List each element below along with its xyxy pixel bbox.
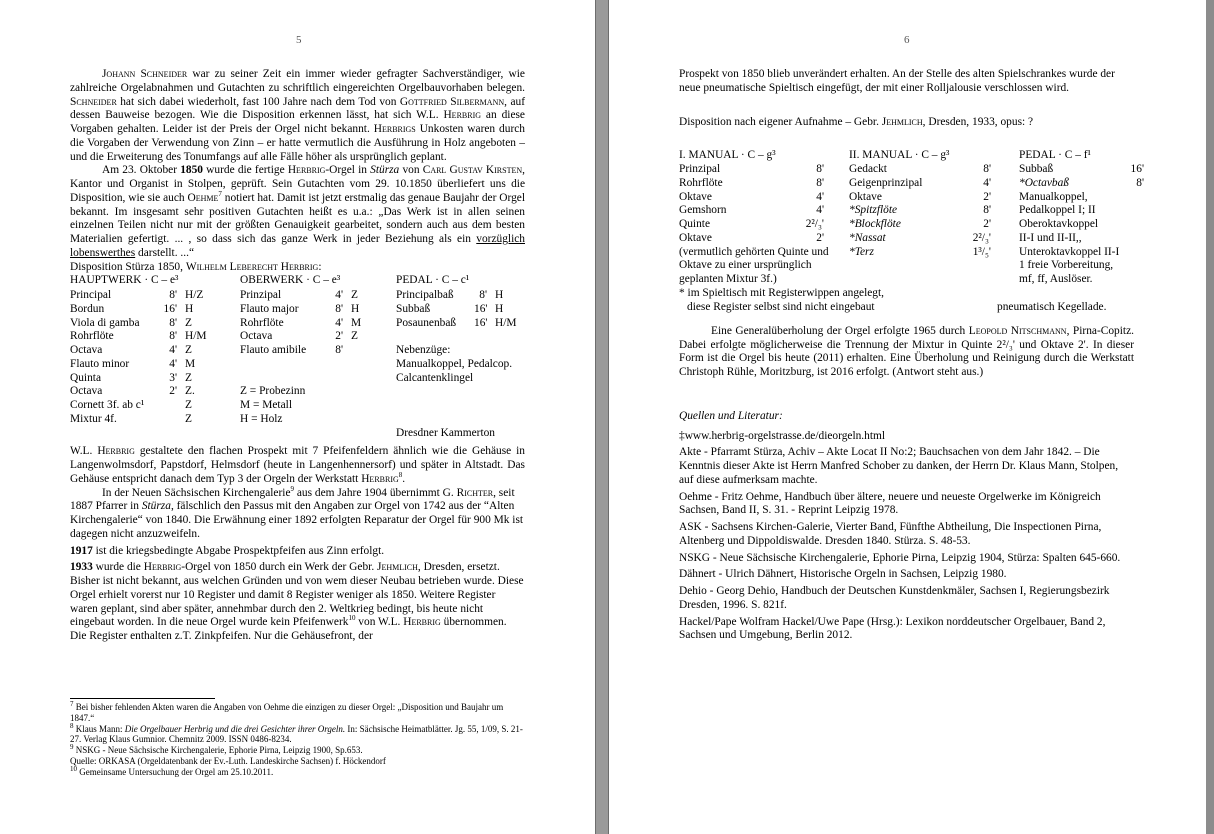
register-name: *Spitzflöte <box>849 204 898 217</box>
coupler-item: Oberoktavkoppel <box>1019 218 1099 230</box>
register-name: Geigenprinzipal <box>849 176 923 189</box>
note-line: geplanten Mixtur 3f.) <box>679 273 777 285</box>
register-row <box>1019 163 1144 177</box>
register-footage: 2' <box>335 330 343 343</box>
paragraph: Am 23. Oktober 1850 wurde die fertige Herbrig-Orgel in Stürza von Carl Gustav Kirsten, Kantor und Organist in Stolpen, geprüft. Sein Gutachten vom 29. 10.1850 überliefert uns die Disposition, wie sie auch Oehme$^7$ notiert hat. Damit ist jetzt erstmalig das genaue Baujahr der Orgel bekannt. Im insgesamt sehr positiven Gutachten heißt es u.a.: „Das Werk ist in allen seinen einzelnen Teilen nicht nur mit der größten Genauigkeit gearbeitet, sondern auch aus dem besten Materialien gefertigt. ... , so dass sich das ganze Werk in jeder Beziehung als ein vorzüglich lobenswerthes darstellt. ...“ <box>70 164 525 259</box>
coupler-item: Manualkoppel, Pedalcop. <box>396 357 513 370</box>
register-name: Prinzipal <box>679 163 721 175</box>
register-name: Rohrflöte <box>679 176 723 189</box>
register-name: Octava <box>70 385 103 398</box>
register-footage: 8' <box>816 163 824 175</box>
column-header: PEDAL · C – c¹ <box>396 274 470 287</box>
register-name: Bordun <box>70 302 105 315</box>
register-footage: 8' <box>335 302 343 315</box>
paragraph: W.L. Herbrig gestaltete den flachen Prospekt mit 7 Pfeifenfeldern ähnlich wie die Gehäuse in Langenwolmsdorf, Papstdorf, Helmsdorf (heute in Langenhennersorf) und später in Altstadt. Das Gehäuse entspricht danach dem Typ 3 der Orgeln der Werkstatt Herbrig$^8$. <box>70 445 525 485</box>
source-entry: Hackel/Pape Wolfram Hackel/Uwe Pape (Hrsg.): Lexikon norddeutscher Orgelbauer, Band 2, Sachsen und Umgebung, Berlin 2012. <box>679 615 1106 642</box>
register-footage: 4' <box>816 190 824 203</box>
register-name: Quinta <box>70 371 102 384</box>
register-row <box>70 413 240 427</box>
material-legend-item: Z = Probezinn <box>240 385 306 398</box>
column-header: PEDAL · C – f¹ <box>1019 149 1091 162</box>
register-row <box>70 303 240 317</box>
register-row <box>240 344 395 358</box>
register-material: Z <box>185 412 192 425</box>
register-footage: 4' <box>169 357 177 370</box>
paragraph: Johann Schneider war zu seiner Zeit ein immer wieder gefragter Sachverständiger, wie zahlreiche Orgelabnahmen und Gutachten zu schriftlich eingereichten Orgelbauvorhaben belegen. Schneider hat sich dabei wiederholt, fast 100 Jahre nach dem Tod von Gottfried Silbermann, auf dessen Bauweise bezogen. Wie die Disposition erkennen lässt, hat sich W.L. Herbrig an diese Vorgaben gehalten. Leider ist der Preis der Orgel nicht bekannt. Herbrigs Unkosten waren durch die Vorgaben der Verwendung von Zinn – er hatte vermutlich die Ausführung in Holz angeboten – und die Erweiterung des Tonumfangs auf alle Fälle höher als ursprünglich geplant. <box>70 68 525 163</box>
register-material: H <box>495 302 504 315</box>
register-footage: 3' <box>169 371 177 384</box>
register-footage: 8' <box>479 289 487 301</box>
register-footage: 16' <box>1130 163 1144 175</box>
source-entry: NSKG - Neue Sächsische Kirchengalerie, Ephorie Pirna, Leipzig 1904, Stürza: Spalten 645-660. <box>679 551 1121 564</box>
register-name: Oktave <box>679 231 712 244</box>
register-footage: 2²/₃' <box>805 218 824 230</box>
register-name: Posaunenbaß <box>396 316 457 329</box>
register-row <box>849 246 1019 260</box>
star-note: diese Register selbst sind nicht eingebaut pneumatisch Kegellade. <box>687 301 1107 313</box>
hauptwerk-column <box>70 274 240 426</box>
register-name: Mixtur 4f. <box>70 412 117 425</box>
register-material: H <box>185 302 194 315</box>
page-number: 6 <box>904 34 910 46</box>
register-row <box>1019 176 1144 191</box>
register-material: H <box>495 289 504 301</box>
register-name: Flauto minor <box>70 357 130 370</box>
register-footage: 8' <box>169 289 177 301</box>
register-material: Z <box>185 316 192 329</box>
oberwerk-column <box>240 274 395 426</box>
register-row <box>70 317 240 331</box>
footnotes <box>70 702 525 778</box>
register-row <box>849 191 1019 205</box>
coupler-item: Unteroktavkoppel II-I <box>1019 245 1120 258</box>
register-row <box>70 330 240 344</box>
register-name: Gedackt <box>849 163 887 175</box>
register-name: *Terz <box>849 245 874 258</box>
paragraph: In der Neuen Sächsischen Kirchengalerie$^9$ aus dem Jahre 1904 übernimmt G. Richter, seit 1887 Pfarrer in Stürza, fälschlich den Passus mit den Angaben zur Orgel von 1742 aus der “Alten Kirchengalerie“ von 1840. Die Erwähnung einer 1892 erfolgten Reparatur der Orgel für 900 Mk ist dagegen nicht anzuzweifeln. <box>70 484 524 540</box>
footnote: $^7$ Bei bisher fehlenden Akten waren die Angaben von Oehme die einzigen zu dieser Orgel: „Disposition und Baujahr um 1847.“ <box>70 700 504 723</box>
register-row <box>240 317 395 331</box>
register-name: *Octavbaß <box>1019 176 1069 189</box>
paragraph: Eine Generalüberholung der Orgel erfolgte 1965 durch Leopold Nitschmann, Pirna-Copitz. Dabei erfolgte möglicherweise die Trennung der Mixtur in Quinte 2²/₃' und Oktave 2'. In dieser Form ist die Orgel bis heute (2011) erhalten. Eine Überholung und Reinigung durch die Werkstatt Christoph Rühle, Moritzburg, ist 2016 erfolgt. (Antwort steht aus.) <box>679 324 1134 378</box>
manual1-column <box>679 149 849 287</box>
pedal-column <box>1019 149 1144 287</box>
register-footage: 2' <box>169 385 177 398</box>
footnote: $^8$ Klaus Mann: Die Orgelbauer Herbrig und die drei Gesichter ihrer Orgeln. In: Sächsische Heimatblätter. Jg. 55, 1/09, S. 21-27. Verlag Klaus Gumnior. Chemnitz 2009. ISSN 0486-8234. <box>70 721 523 745</box>
material-legend-item: M = Metall <box>240 399 292 411</box>
register-row <box>240 289 395 303</box>
register-name: *Nassat <box>849 231 886 244</box>
page-gutter <box>596 0 608 834</box>
nebenzuege-label: Nebenzüge: <box>396 344 451 356</box>
register-row <box>679 177 849 191</box>
footnote: $^{10}$ Gemeinsame Untersuchung der Orgel am 25.10.2011. <box>70 764 274 777</box>
register-material: Z <box>185 344 192 356</box>
coupler-item: 1 freie Vorbereitung, <box>1019 259 1114 272</box>
register-footage: 4' <box>816 204 824 217</box>
paragraph: Prospekt von 1850 blieb unverändert erhalten. An der Stelle des alten Spielschrankes wurde der neue pneumatische Spieltisch eingefügt, der mit einer Rolljalousie verschlossen wird. <box>679 68 1115 94</box>
register-material: H/M <box>495 316 517 329</box>
register-row <box>679 204 849 218</box>
disposition-title: Disposition nach eigener Aufnahme – Gebr. Jehmlich, Dresden, 1933, opus: ? <box>679 115 1034 128</box>
register-footage: 2²/₃' <box>972 231 991 244</box>
register-footage: 16' <box>474 316 488 329</box>
register-name: Gemshorn <box>679 204 727 217</box>
register-name: Flauto major <box>240 302 299 315</box>
register-footage: 2' <box>983 190 991 203</box>
kammerton-note: Dresdner Kammerton <box>396 426 496 439</box>
document-page-6 <box>608 0 1206 834</box>
register-name: Oktave <box>679 190 712 203</box>
coupler-item: Pedalkoppel I; II <box>1019 204 1096 217</box>
register-footage: 8' <box>816 176 824 189</box>
column-header: OBERWERK · C – e³ <box>240 274 341 287</box>
register-name: Principal <box>70 289 112 301</box>
source-entry: Akte - Pfarramt Stürza, Achiv – Akte Locat II No:2; Bauchsachen von dem Jahr 1842. – Die Kenntnis dieser Akte ist Herrn Manfred Schober zu danken, der Herrn Dr. Klaus Mann, Stolpen, auf diese aufmerksam machte. <box>679 446 1119 486</box>
star-note: * im Spieltisch mit Registerwippen angelegt, <box>679 287 884 300</box>
register-row <box>70 385 240 399</box>
register-material: Z <box>351 330 358 343</box>
register-name: Rohrflöte <box>240 316 284 329</box>
register-name: Cornett 3f. ab c¹ <box>70 399 145 411</box>
register-material: H/M <box>185 330 207 343</box>
disposition-title: Disposition Stürza 1850, Wilhelm Leberecht Herbrig: <box>70 260 322 273</box>
source-entry: Dehio - Georg Dehio, Handbuch der Deutschen Kunstdenkmäler, Sachsen I, Regierungsbezirk Dresden, 1996. S. 821f. <box>679 585 1110 611</box>
register-footage: 4' <box>335 316 343 329</box>
register-name: Oktave <box>849 190 882 203</box>
register-footage: 4' <box>335 289 343 301</box>
register-row <box>70 372 240 386</box>
register-footage: 8' <box>335 344 343 356</box>
register-material: M <box>185 357 196 370</box>
paragraph: 1933 wurde die Herbrig-Orgel von 1850 durch ein Werk der Gebr. Jehmlich, Dresden, ersetzt. Bisher ist nicht bekannt, aus welchen Gründen und von wem dieser Neubau betrieben wurde. Diese Orgel erhielt vorerst nur 10 Register und damit 8 Register weniger als 1850. Weitere Register waren geplant, sind aber später, annehmbar durch den 2. Weltkrieg bedingt, bis heute nicht eingebaut worden. In die neue Orgel wurde kein Pfeifenwerk$^{10}$ von W.L. Herbrig übernommen. Die Register enthalten z.T. Zinkpfeifen. Nur die Gehäusefront, der <box>70 561 524 642</box>
source-entry: Oehme - Fritz Oehme, Handbuch über ältere, neuere und neueste Orgelwerke im Königreich Sachsen, Band II, S. 31. - Reprint Leipzig 1978. <box>679 490 1101 517</box>
register-footage: 1³/₅' <box>972 245 991 258</box>
register-footage: 2' <box>816 231 824 244</box>
register-row <box>70 344 240 358</box>
register-row <box>849 232 1019 246</box>
register-row <box>396 303 531 317</box>
source-entry: ‡www.herbrig-orgelstrasse.de/dieorgeln.html <box>679 429 886 442</box>
register-name: Octava <box>70 344 103 356</box>
pedal-column <box>396 274 531 440</box>
note-line: (vermutlich gehörten Quinte und <box>679 245 829 258</box>
register-name: Subbaß <box>396 302 431 315</box>
page-body <box>679 68 1144 646</box>
register-row <box>70 358 240 372</box>
register-footage: 8' <box>1136 176 1144 189</box>
paragraph: 1917 ist die kriegsbedingte Abgabe Prospektpfeifen aus Zinn erfolgt. <box>70 544 385 557</box>
register-name: Subbaß <box>1019 163 1054 175</box>
disposition-table <box>679 149 1144 287</box>
register-footage: 8' <box>983 204 991 217</box>
register-footage: 8' <box>983 163 991 175</box>
manual2-column <box>849 149 1019 259</box>
register-footage: 4' <box>983 176 991 189</box>
register-material: Z <box>185 371 192 384</box>
column-header: I. MANUAL · C – g³ <box>679 149 776 162</box>
register-material: M <box>351 316 362 329</box>
register-row <box>70 289 240 303</box>
register-row <box>849 177 1019 191</box>
register-row <box>396 317 531 331</box>
coupler-item: II-I und II-II,, <box>1019 231 1082 244</box>
disposition-table <box>70 274 525 439</box>
register-footage: 8' <box>169 316 177 329</box>
register-name: *Blockflöte <box>849 218 901 230</box>
register-row <box>240 330 395 344</box>
document-page-5 <box>0 0 596 834</box>
note-line: Oktave zu einer ursprünglich <box>679 259 812 272</box>
column-header: HAUPTWERK · C – e³ <box>70 274 179 287</box>
page-body <box>70 68 525 644</box>
register-row <box>679 218 849 232</box>
register-footage: 2' <box>983 218 991 230</box>
register-name: Flauto amibile <box>240 344 307 356</box>
footnote: $^9$ NSKG - Neue Sächsische Kirchengalerie, Ephorie Pirna, Leipzig 1900, Sp.653. <box>70 743 363 756</box>
coupler-item: Manualkoppel, <box>1019 190 1088 203</box>
register-name: Rohrflöte <box>70 330 114 343</box>
register-name: Prinzipal <box>240 289 282 301</box>
register-row <box>679 191 849 205</box>
register-name: Octava <box>240 330 273 343</box>
register-footage: 4' <box>169 344 177 356</box>
register-material: Z <box>351 289 358 301</box>
register-material: Z <box>185 399 192 411</box>
register-footage: 16' <box>163 302 177 315</box>
footnote-separator <box>70 698 215 699</box>
register-row <box>396 289 531 303</box>
register-row <box>679 163 849 177</box>
sources-list <box>679 430 1134 644</box>
register-row <box>849 204 1019 218</box>
register-material: H/Z <box>185 289 204 301</box>
register-row <box>679 232 849 246</box>
coupler-item: Calcantenklingel <box>396 371 474 384</box>
register-name: Principalbaß <box>396 289 454 301</box>
register-material: Z. <box>185 385 195 398</box>
register-row <box>240 303 395 317</box>
register-row <box>70 399 240 413</box>
register-row <box>849 218 1019 232</box>
register-footage: 8' <box>169 330 177 343</box>
register-row <box>849 163 1019 177</box>
coupler-item: mf, ff, Auslöser. <box>1019 273 1093 285</box>
page-number: 5 <box>296 34 302 46</box>
source-entry: Dähnert - Ulrich Dähnert, Historische Orgeln in Sachsen, Leipzig 1980. <box>679 568 1007 581</box>
register-material: H <box>351 302 360 315</box>
register-footage: 16' <box>474 302 488 315</box>
material-legend-item: H = Holz <box>240 412 283 425</box>
sources-title: Quellen und Literatur: <box>679 409 783 422</box>
source-entry: ASK - Sachsens Kirchen-Galerie, Vierter Band, Fünfthe Abtheilung, Die Inspectionen Pirna, Altenberg und Dippoldiswalde. Dresden 1840. Stürza. S. 48-53. <box>679 521 1102 547</box>
column-header: II. MANUAL · C – g³ <box>849 149 950 162</box>
register-name: Quinte <box>679 218 711 230</box>
footnote: Quelle: ORKASA (Orgeldatenbank der Ev.-Luth. Landeskirche Sachsen) f. Höckendorf <box>70 755 386 766</box>
register-name: Viola di gamba <box>70 316 140 329</box>
